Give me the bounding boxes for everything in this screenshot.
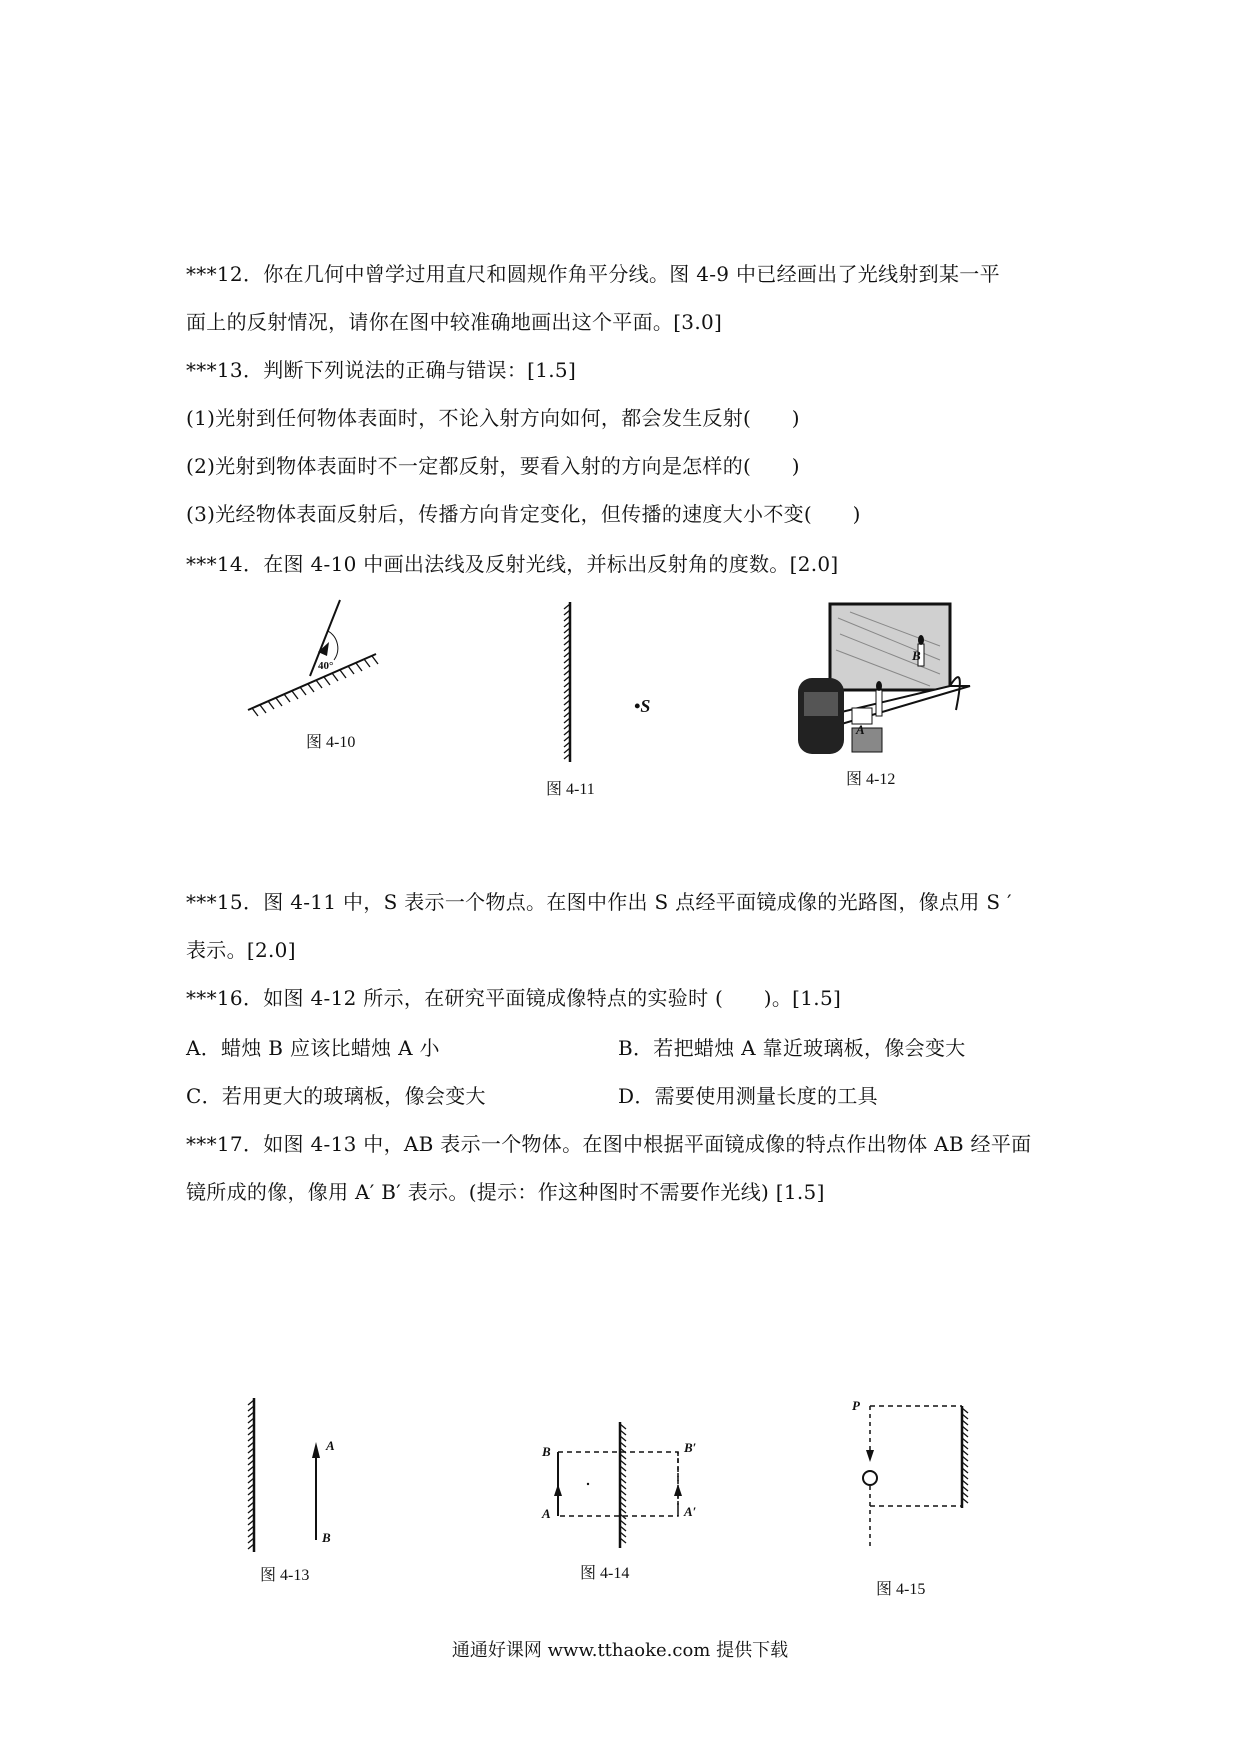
q13-item1: (1)光射到任何物体表面时，不论入射方向如何，都会发生反射( ) [186, 406, 800, 430]
fig414-label-a: A [542, 1506, 551, 1521]
fig411-caption: 图 4-11 [546, 781, 595, 798]
q15-line2: 表示。[2.0] [186, 938, 296, 962]
q17-line1: ***17．如图 4-13 中，AB 表示一个物体。在图中根据平面镜成像的特点作出物体 AB 经平面 [186, 1132, 1032, 1156]
fig414-caption: 图 4-14 [580, 1565, 630, 1582]
q15-line1: ***15．图 4-11 中，S 表示一个物点。在图中作出 S 点经平面镜成像的光路图，像点用 S ′ [186, 890, 1012, 914]
fig412-label-b: B [912, 648, 921, 663]
q17-line2: 镜所成的像，像用 A′ B′ 表示。(提示：作这种图时不需要作光线) [1.5] [186, 1180, 825, 1204]
q16-text: ***16．如图 4-12 所示，在研究平面镜成像特点的实验时 ( )。[1.5] [186, 986, 842, 1010]
q16-option-d: D．需要使用测量长度的工具 [618, 1084, 878, 1108]
figure-4-14 [548, 1420, 698, 1550]
fig413-label-a: A [326, 1438, 335, 1453]
figure-4-11 [548, 600, 578, 765]
fig415-caption: 图 4-15 [876, 1581, 926, 1598]
fig414-label-b: B [542, 1444, 551, 1459]
fig412-label-a: A [856, 722, 865, 737]
fig414-label-a-prime: A′ [684, 1504, 697, 1519]
fig414-label-b-prime: B′ [684, 1440, 697, 1455]
q13-item2: (2)光射到物体表面时不一定都反射，要看入射的方向是怎样的( ) [186, 454, 800, 478]
q16-option-a: A．蜡烛 B 应该比蜡烛 A 小 [186, 1036, 440, 1060]
q16-option-b: B．若把蜡烛 A 靠近玻璃板，像会变大 [618, 1036, 966, 1060]
q14-text: ***14．在图 4-10 中画出法线及反射光线，并标出反射角的度数。[2.0] [186, 552, 839, 576]
q13-title: ***13．判断下列说法的正确与错误：[1.5] [186, 358, 577, 382]
fig413-caption: 图 4-13 [260, 1567, 310, 1584]
q12-line1: ***12．你在几何中曾学过用直尺和圆规作角平分线。图 4-9 中已经画出了光线射到某一平 [186, 262, 1000, 286]
fig411-point-s: •S [634, 696, 651, 716]
fig411-point-label: S [640, 696, 651, 716]
fig412-caption: 图 4-12 [846, 771, 896, 788]
figure-4-15 [850, 1396, 980, 1556]
fig415-label-p: P [852, 1398, 860, 1413]
fig410-angle-label: 40° [318, 660, 334, 672]
q12-line2: 面上的反射情况，请你在图中较准确地画出这个平面。[3.0] [186, 310, 723, 334]
q16-option-c: C．若用更大的玻璃板，像会变大 [186, 1084, 486, 1108]
figure-4-12 [790, 600, 980, 768]
page-footer: 通通好课网 www.tthaoke.com 提供下载 [451, 1640, 789, 1661]
figure-4-10 [240, 598, 390, 718]
q13-item3: (3)光经物体表面反射后，传播方向肯定变化，但传播的速度大小不变( ) [186, 502, 861, 526]
fig410-caption: 图 4-10 [306, 734, 356, 751]
fig413-label-b: B [322, 1530, 331, 1545]
